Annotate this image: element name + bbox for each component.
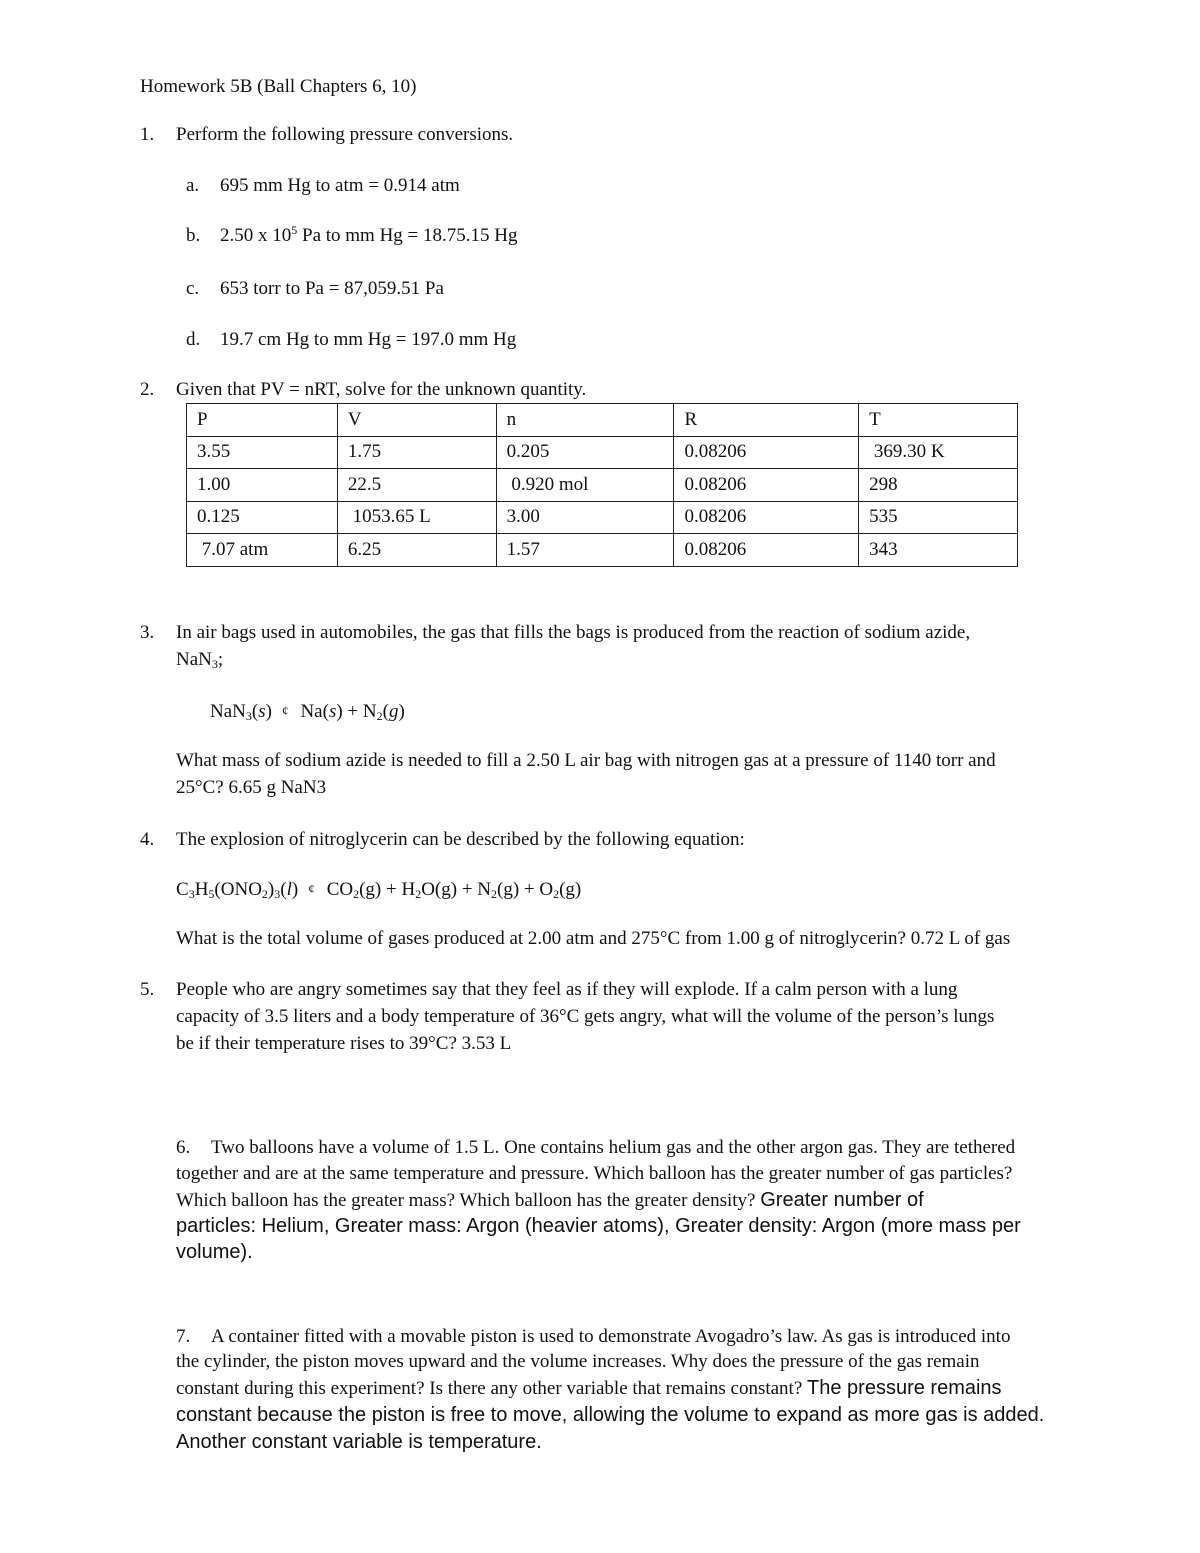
- table-row: [187, 469, 1018, 502]
- formula-part: (: [251, 701, 259, 722]
- answer-text: Another constant variable is temperature.: [176, 1431, 542, 1453]
- conversion-rest: Pa to mm Hg = 18.75.15 Hg: [297, 225, 518, 246]
- item-letter: a.: [186, 175, 200, 196]
- item-letter: d.: [186, 329, 201, 350]
- reaction-arrow-icon: ¢: [308, 881, 315, 896]
- formula-part: ;: [217, 649, 224, 670]
- table-cell: 0.08206: [674, 469, 859, 502]
- page-title: Homework 5B (Ball Chapters 6, 10): [140, 76, 417, 97]
- table-cell: 1.75: [337, 436, 496, 469]
- question-text: In air bags used in automobiles, the gas that fills the bags is produced from the reaction of sodium azide,: [176, 622, 971, 643]
- subscript: 3: [188, 887, 195, 901]
- question-prompt: The explosion of nitroglycerin can be described by the following equation:: [176, 829, 745, 850]
- table-row: [187, 534, 1018, 567]
- table-cell: 3.55: [187, 436, 338, 469]
- formula-part: (: [382, 701, 389, 722]
- table-cell: 298: [859, 469, 1018, 502]
- formula-part: ): [291, 879, 299, 900]
- exponent: 5: [291, 223, 298, 237]
- formula-part: Na(: [300, 701, 329, 722]
- subscript: 3: [245, 709, 252, 723]
- answer-text: volume).: [176, 1241, 253, 1263]
- header-cell: n: [496, 404, 674, 437]
- table-cell: 369.30 K: [859, 436, 1018, 469]
- question-text: together and are at the same temperature and pressure. Which balloon has the greater number of gas particles?: [176, 1163, 1013, 1184]
- formula-part: (g): [559, 879, 582, 900]
- table-cell: 0.08206: [674, 501, 859, 534]
- conversion-item: 19.7 cm Hg to mm Hg = 197.0 mm Hg: [220, 329, 517, 350]
- conversion-item: 653 torr to Pa = 87,059.51 Pa: [220, 278, 444, 299]
- subscript: 2: [353, 887, 360, 901]
- item-letter: b.: [186, 225, 201, 246]
- question-text: [176, 649, 223, 671]
- formula-part: (g) + H: [359, 879, 416, 900]
- question-number: 5.: [140, 979, 155, 1000]
- formula-part: (ONO: [214, 879, 262, 900]
- question-text: Two balloons have a volume of 1.5 L. One contains helium gas and the other argon gas. They are tethered: [211, 1137, 1016, 1158]
- question-prompt: Given that PV = nRT, solve for the unknown quantity.: [176, 379, 587, 400]
- question-number: 6.: [176, 1137, 191, 1158]
- table-row: [187, 501, 1018, 534]
- table-cell: 1053.65 L: [337, 501, 496, 534]
- question-text: What mass of sodium azide is needed to fill a 2.50 L air bag with nitrogen gas at a pressure of 1140 torr and: [176, 750, 996, 771]
- conversion-item: 695 mm Hg to atm = 0.914 atm: [220, 175, 460, 196]
- answer-text: 25°C? 6.65 g NaN3: [176, 777, 327, 798]
- formula-part: ): [267, 879, 275, 900]
- question-text: [176, 1377, 1002, 1400]
- subscript: 2: [415, 887, 422, 901]
- table-cell: 0.205: [496, 436, 674, 469]
- question-text-part: constant during this experiment? Is there any other variable that remains constant?: [176, 1378, 808, 1399]
- reaction-equation: [176, 879, 581, 901]
- reaction-equation: [210, 701, 405, 723]
- header-cell: P: [187, 404, 338, 437]
- formula-part: (: [280, 879, 287, 900]
- formula-part: H: [194, 879, 209, 900]
- table-row: [187, 436, 1018, 469]
- subscript: 2: [376, 709, 383, 723]
- table-cell: 0.08206: [674, 436, 859, 469]
- table-cell: 535: [859, 501, 1018, 534]
- answer-text: particles: Helium, Greater mass: Argon (heavier atoms), Greater density: Argon (more mass per: [176, 1215, 1021, 1237]
- header-cell: T: [859, 404, 1018, 437]
- formula-part: NaN: [176, 649, 212, 670]
- question-text: the cylinder, the piston moves upward and the volume increases. Why does the pressure of the gas remain: [176, 1351, 980, 1372]
- answer-text: Greater number of: [760, 1189, 924, 1211]
- table-cell: 0.08206: [674, 534, 859, 567]
- subscript: 2: [261, 887, 268, 901]
- question-text: People who are angry sometimes say that they feel as if they will explode. If a calm person with a lung: [176, 979, 958, 1000]
- state-symbol: g: [388, 701, 399, 722]
- item-letter: c.: [186, 278, 200, 299]
- formula-part: NaN: [210, 701, 246, 722]
- table-header-row: [187, 404, 1018, 437]
- subscript: 5: [208, 887, 215, 901]
- formula-part: C: [176, 879, 189, 900]
- subscript: 3: [274, 887, 281, 901]
- ideal-gas-table: [186, 403, 1018, 567]
- formula-part: (g) + O: [497, 879, 554, 900]
- table-cell: 7.07 atm: [187, 534, 338, 567]
- answer-text: constant because the piston is free to move, allowing the volume to expand as more gas is added.: [176, 1404, 1045, 1426]
- question-number: 4.: [140, 829, 155, 850]
- state-symbol: s: [328, 701, 337, 722]
- formula-part: CO: [326, 879, 354, 900]
- state-symbol: s: [258, 701, 266, 722]
- answer-text: The pressure remains: [807, 1377, 1002, 1399]
- question-text: [176, 1189, 924, 1212]
- formula-part: ): [265, 701, 272, 722]
- header-cell: V: [337, 404, 496, 437]
- table-cell: 343: [859, 534, 1018, 567]
- question-number: 3.: [140, 622, 155, 643]
- question-text-part: Which balloon has the greater mass? Which balloon has the greater density?: [176, 1190, 761, 1211]
- formula-part: ): [398, 701, 405, 722]
- subscript: 3: [211, 657, 218, 671]
- question-number: 2.: [140, 379, 155, 400]
- subscript: 2: [553, 887, 560, 901]
- table-cell: 1.57: [496, 534, 674, 567]
- table-cell: 0.920 mol: [496, 469, 674, 502]
- state-symbol: l: [286, 879, 292, 900]
- question-text: What is the total volume of gases produced at 2.00 atm and 275°C from 1.00 g of nitroglycerin? 0.72 L of gas: [176, 928, 1011, 949]
- formula-part: O(g) + N: [421, 879, 491, 900]
- header-cell: R: [674, 404, 859, 437]
- table-cell: 3.00: [496, 501, 674, 534]
- question-number: 7.: [176, 1326, 191, 1347]
- question-number: 1.: [140, 124, 155, 145]
- question-prompt: Perform the following pressure conversions.: [176, 124, 514, 145]
- answer-text: be if their temperature rises to 39°C? 3.53 L: [176, 1033, 512, 1054]
- reaction-arrow-icon: ¢: [281, 703, 289, 718]
- subscript: 2: [491, 887, 497, 901]
- question-text: A container fitted with a movable piston is used to demonstrate Avogadro’s law. As gas is introduced into: [211, 1326, 1011, 1347]
- table-cell: 22.5: [337, 469, 496, 502]
- formula-part: ) + N: [336, 701, 377, 722]
- table-cell: 0.125: [187, 501, 338, 534]
- question-text: capacity of 3.5 liters and a body temperature of 36°C gets angry, what will the volume of the person’s lungs: [176, 1006, 995, 1027]
- table-cell: 6.25: [337, 534, 496, 567]
- conversion-base: 2.50 x 10: [220, 225, 292, 246]
- table-cell: 1.00: [187, 469, 338, 502]
- conversion-item: [220, 225, 518, 247]
